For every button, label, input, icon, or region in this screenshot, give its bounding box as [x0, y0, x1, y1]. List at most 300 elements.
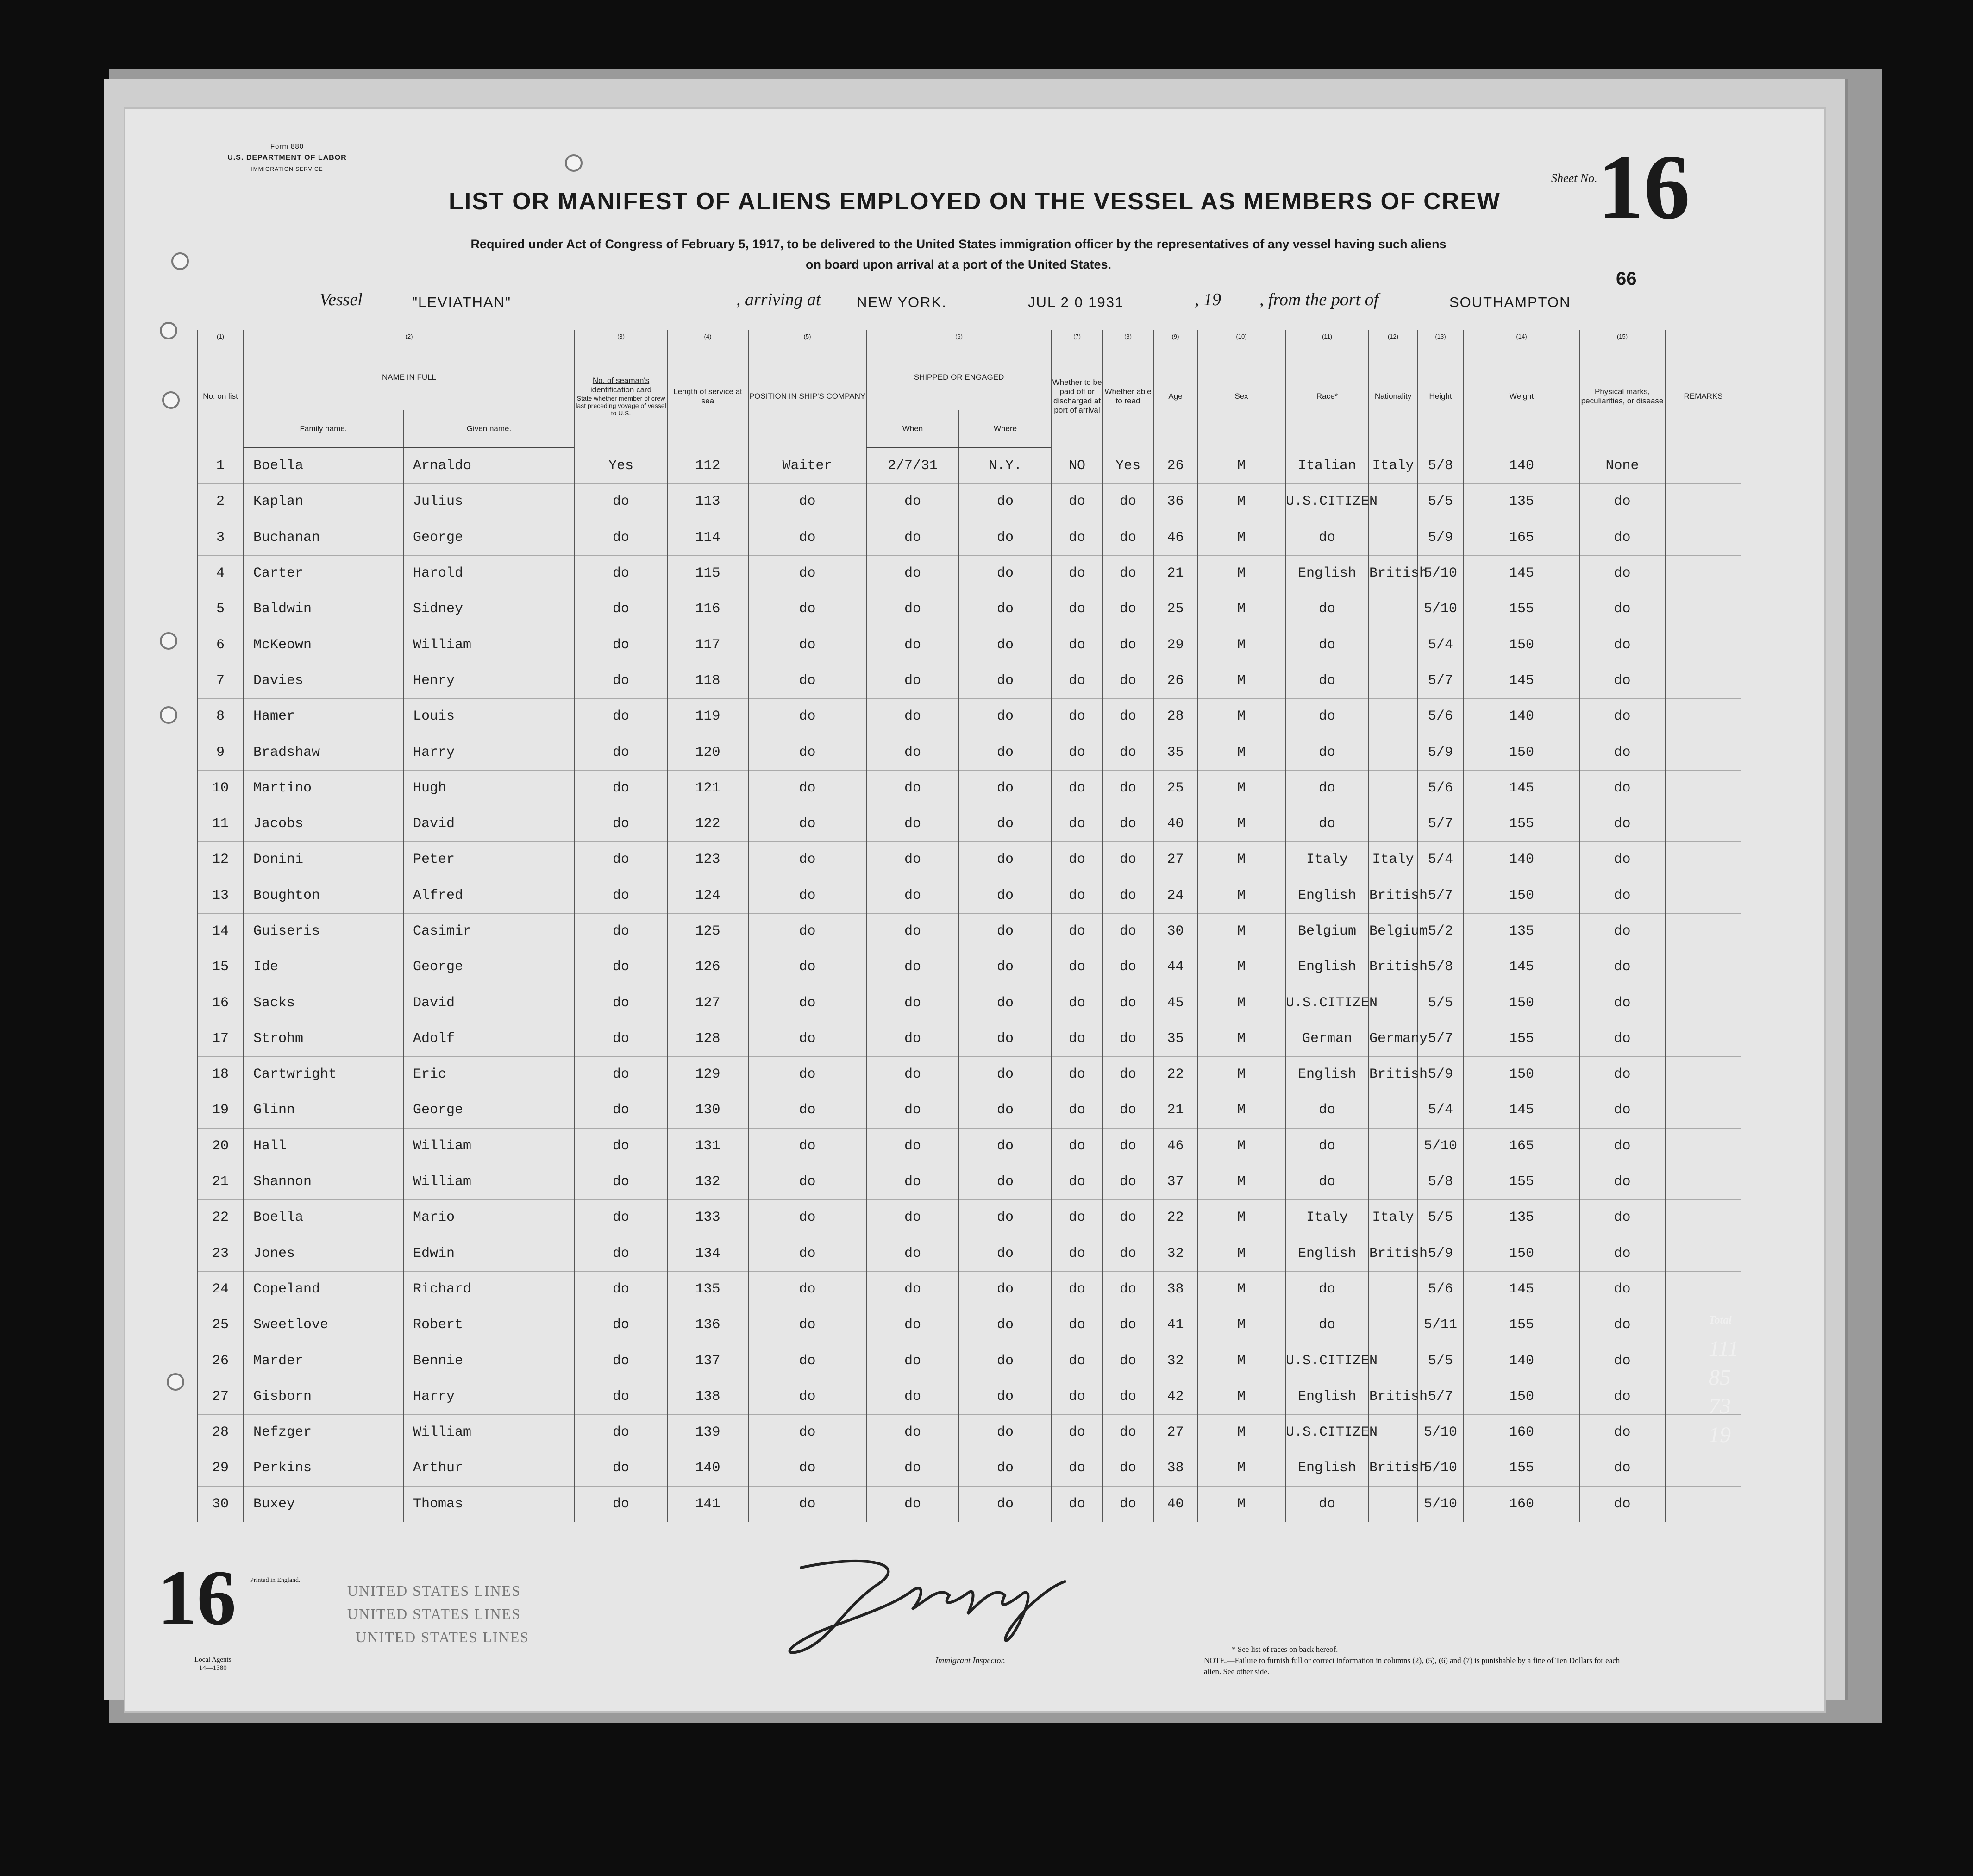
height-cell: 5/7: [1417, 663, 1464, 698]
physical-marks-cell: do: [1579, 1236, 1665, 1271]
position-cell: do: [748, 734, 866, 770]
shipped-when-cell: do: [866, 1343, 959, 1379]
able-to-read-cell: do: [1102, 1236, 1153, 1271]
tally-value: 111: [1709, 1336, 1739, 1361]
table-row: [197, 520, 1741, 555]
seaman-card-cell: Yes: [575, 448, 667, 484]
physical-marks-cell: do: [1579, 663, 1665, 698]
seaman-card-cell: do: [575, 663, 667, 698]
seaman-card-cell: do: [575, 699, 667, 734]
bottom-sheet-number: 16: [157, 1554, 236, 1641]
local-agents-number: 14—1380: [199, 1664, 227, 1672]
age-cell: 29: [1153, 627, 1197, 663]
height-cell: 5/8: [1417, 1164, 1464, 1199]
col-num: (1): [197, 330, 244, 345]
sex-cell: M: [1197, 1307, 1285, 1343]
manifest-page: [125, 109, 1824, 1711]
nationality-cell: [1369, 663, 1417, 698]
family-name-cell: Strohm: [244, 1021, 403, 1056]
length-of-service-cell: 130: [667, 1092, 748, 1128]
punch-hole: [171, 252, 189, 270]
sex-cell: M: [1197, 591, 1285, 627]
length-of-service-cell: 133: [667, 1200, 748, 1236]
table-row: [197, 806, 1741, 841]
able-to-read-cell: do: [1102, 520, 1153, 555]
seaman-card-cell: do: [575, 985, 667, 1021]
nationality-cell: [1369, 520, 1417, 555]
position-cell: do: [748, 1200, 866, 1236]
header-seaman-card: [575, 345, 667, 448]
weight-cell: 145: [1464, 770, 1579, 806]
age-cell: 22: [1153, 1200, 1197, 1236]
height-cell: 5/11: [1417, 1307, 1464, 1343]
weight-cell: 155: [1464, 591, 1579, 627]
paid-off-cell: do: [1052, 1164, 1102, 1199]
weight-cell: 155: [1464, 1021, 1579, 1056]
length-of-service-cell: 128: [667, 1021, 748, 1056]
position-cell: do: [748, 878, 866, 913]
physical-marks-cell: do: [1579, 1092, 1665, 1128]
table-row: [197, 663, 1741, 698]
height-cell: 5/6: [1417, 770, 1464, 806]
remarks-cell: [1665, 985, 1741, 1021]
race-cell: do: [1285, 1092, 1369, 1128]
header-name-in-full: NAME IN FULL: [244, 345, 575, 410]
shipped-where-cell: do: [959, 770, 1052, 806]
form-header: [190, 141, 384, 175]
seaman-card-cell: do: [575, 949, 667, 985]
weight-cell: 150: [1464, 734, 1579, 770]
height-cell: 5/9: [1417, 1236, 1464, 1271]
shipped-where-cell: do: [959, 1379, 1052, 1414]
nationality-cell: [1369, 1164, 1417, 1199]
family-name-cell: Boughton: [244, 878, 403, 913]
position-cell: do: [748, 842, 866, 878]
weight-cell: 155: [1464, 1307, 1579, 1343]
local-agents-label: Local Agents: [194, 1656, 232, 1663]
seaman-card-cell: do: [575, 591, 667, 627]
column-number-row: [197, 330, 1741, 345]
able-to-read-cell: do: [1102, 1200, 1153, 1236]
inspector-signature: [773, 1549, 1074, 1660]
col-num: (8): [1102, 330, 1153, 345]
stamp: UNITED STATES LINES: [347, 1606, 521, 1622]
family-name-cell: Kaplan: [244, 484, 403, 520]
footnote: [1204, 1644, 1621, 1677]
shipped-when-cell: do: [866, 1450, 959, 1486]
remarks-cell: [1665, 806, 1741, 841]
physical-marks-cell: do: [1579, 985, 1665, 1021]
family-name-cell: Jacobs: [244, 806, 403, 841]
length-of-service-cell: 127: [667, 985, 748, 1021]
sex-cell: M: [1197, 663, 1285, 698]
shipped-when-cell: 2/7/31: [866, 448, 959, 484]
seaman-card-cell: do: [575, 1021, 667, 1056]
subtitle-line-2: on board upon arrival at a port of the United States.: [805, 257, 1112, 271]
paid-off-cell: do: [1052, 1271, 1102, 1307]
sex-cell: M: [1197, 1236, 1285, 1271]
table-row: [197, 555, 1741, 591]
given-name-cell: Julius: [403, 484, 575, 520]
given-name-cell: Edwin: [403, 1236, 575, 1271]
able-to-read-cell: do: [1102, 734, 1153, 770]
date-stamp: JUL 2 0 1931: [1028, 294, 1124, 310]
age-cell: 35: [1153, 1021, 1197, 1056]
table-row: [197, 1450, 1741, 1486]
nationality-cell: [1369, 770, 1417, 806]
given-name-cell: Robert: [403, 1307, 575, 1343]
shipped-when-cell: do: [866, 734, 959, 770]
physical-marks-cell: do: [1579, 734, 1665, 770]
able-to-read-cell: Yes: [1102, 448, 1153, 484]
seaman-card-note: State whether member of crew last preceding voyage of vessel to U.S.: [576, 395, 666, 417]
nationality-cell: [1369, 1271, 1417, 1307]
height-cell: 5/5: [1417, 985, 1464, 1021]
side-tally: [1709, 1306, 1739, 1449]
weight-cell: 145: [1464, 555, 1579, 591]
seaman-card-cell: do: [575, 1486, 667, 1522]
row-number-cell: 21: [197, 1164, 244, 1199]
form-number: Form 880: [270, 143, 304, 151]
table-row: [197, 1164, 1741, 1199]
nationality-cell: Italy: [1369, 1200, 1417, 1236]
paid-off-cell: do: [1052, 1092, 1102, 1128]
able-to-read-cell: do: [1102, 1450, 1153, 1486]
sex-cell: M: [1197, 985, 1285, 1021]
paid-off-cell: do: [1052, 806, 1102, 841]
age-cell: 21: [1153, 555, 1197, 591]
length-of-service-cell: 122: [667, 806, 748, 841]
nationality-cell: British: [1369, 1379, 1417, 1414]
weight-cell: 140: [1464, 842, 1579, 878]
family-name-cell: Nefzger: [244, 1415, 403, 1450]
height-cell: 5/10: [1417, 1486, 1464, 1522]
sex-cell: M: [1197, 1200, 1285, 1236]
sex-cell: M: [1197, 1271, 1285, 1307]
given-name-cell: Bennie: [403, 1343, 575, 1379]
family-name-cell: Gisborn: [244, 1379, 403, 1414]
height-cell: 5/10: [1417, 555, 1464, 591]
race-cell: do: [1285, 591, 1369, 627]
subtitle-line-1: Required under Act of Congress of February 5, 1917, to be delivered to the United States immigration officer by the representatives of any vessel having such aliens: [470, 237, 1447, 251]
family-name-cell: Hall: [244, 1128, 403, 1164]
weight-cell: 140: [1464, 1343, 1579, 1379]
seaman-card-cell: do: [575, 1057, 667, 1092]
length-of-service-cell: 140: [667, 1450, 748, 1486]
age-cell: 30: [1153, 913, 1197, 949]
family-name-cell: Sacks: [244, 985, 403, 1021]
row-number-cell: 1: [197, 448, 244, 484]
race-cell: do: [1285, 1128, 1369, 1164]
shipped-when-cell: do: [866, 1415, 959, 1450]
able-to-read-cell: do: [1102, 1128, 1153, 1164]
row-number-cell: 27: [197, 1379, 244, 1414]
given-name-cell: Alfred: [403, 878, 575, 913]
table-row: [197, 1236, 1741, 1271]
header-where: Where: [959, 410, 1052, 448]
service-name: IMMIGRATION SERVICE: [251, 166, 323, 172]
local-agents: [194, 1656, 232, 1672]
sex-cell: M: [1197, 1021, 1285, 1056]
nationality-cell: [1369, 1486, 1417, 1522]
physical-marks-cell: do: [1579, 878, 1665, 913]
age-cell: 37: [1153, 1164, 1197, 1199]
header-physical-marks: Physical marks, peculiarities, or disease: [1579, 345, 1665, 448]
header-remarks: REMARKS: [1665, 345, 1741, 448]
sex-cell: M: [1197, 1486, 1285, 1522]
length-of-service-cell: 131: [667, 1128, 748, 1164]
header-shipped: SHIPPED OR ENGAGED: [866, 345, 1052, 410]
nationality-cell: British: [1369, 949, 1417, 985]
col-num: (14): [1464, 330, 1579, 345]
crew-table: [197, 330, 1741, 1522]
able-to-read-cell: do: [1102, 1343, 1153, 1379]
physical-marks-cell: do: [1579, 1415, 1665, 1450]
table-row: [197, 1057, 1741, 1092]
weight-cell: 160: [1464, 1415, 1579, 1450]
sex-cell: M: [1197, 555, 1285, 591]
length-of-service-cell: 112: [667, 448, 748, 484]
col-num: (2): [244, 330, 575, 345]
vessel-line: [319, 289, 1570, 317]
remarks-cell: [1665, 1128, 1741, 1164]
shipped-when-cell: do: [866, 985, 959, 1021]
table-row: [197, 770, 1741, 806]
race-cell: English: [1285, 878, 1369, 913]
weight-cell: 165: [1464, 520, 1579, 555]
given-name-cell: David: [403, 806, 575, 841]
able-to-read-cell: do: [1102, 985, 1153, 1021]
table-row: [197, 1379, 1741, 1414]
race-cell: do: [1285, 770, 1369, 806]
weight-cell: 150: [1464, 1379, 1579, 1414]
family-name-cell: Boella: [244, 1200, 403, 1236]
given-name-cell: Richard: [403, 1271, 575, 1307]
given-name-cell: Harold: [403, 555, 575, 591]
given-name-cell: David: [403, 985, 575, 1021]
able-to-read-cell: do: [1102, 806, 1153, 841]
shipped-where-cell: do: [959, 1450, 1052, 1486]
family-name-cell: Davies: [244, 663, 403, 698]
age-cell: 26: [1153, 663, 1197, 698]
remarks-cell: [1665, 770, 1741, 806]
family-name-cell: Cartwright: [244, 1057, 403, 1092]
row-number-cell: 23: [197, 1236, 244, 1271]
shipped-when-cell: do: [866, 949, 959, 985]
family-name-cell: Hamer: [244, 699, 403, 734]
page-title: LIST OR MANIFEST OF ALIENS EMPLOYED ON THE VESSEL AS MEMBERS OF CREW: [449, 188, 1501, 215]
shipped-where-cell: do: [959, 913, 1052, 949]
row-number-cell: 2: [197, 484, 244, 520]
row-number-cell: 25: [197, 1307, 244, 1343]
seaman-card-cell: do: [575, 555, 667, 591]
height-cell: 5/4: [1417, 842, 1464, 878]
table-row: [197, 1343, 1741, 1379]
punch-hole: [160, 632, 177, 650]
weight-cell: 145: [1464, 1271, 1579, 1307]
nationality-cell: [1369, 1307, 1417, 1343]
shipped-where-cell: do: [959, 1236, 1052, 1271]
position-cell: do: [748, 1307, 866, 1343]
nationality-cell: [1369, 1092, 1417, 1128]
height-cell: 5/6: [1417, 699, 1464, 734]
family-name-cell: Buchanan: [244, 520, 403, 555]
table-row: [197, 949, 1741, 985]
position-cell: do: [748, 1379, 866, 1414]
page-subtitle: [310, 234, 1607, 275]
col-num: (7): [1052, 330, 1102, 345]
given-name-cell: Eric: [403, 1057, 575, 1092]
shipped-where-cell: do: [959, 699, 1052, 734]
stamp: UNITED STATES LINES: [347, 1582, 521, 1599]
position-cell: do: [748, 699, 866, 734]
physical-marks-cell: do: [1579, 1307, 1665, 1343]
row-number-cell: 29: [197, 1450, 244, 1486]
length-of-service-cell: 120: [667, 734, 748, 770]
tally-caption: Total: [1709, 1314, 1732, 1326]
row-number-cell: 12: [197, 842, 244, 878]
physical-marks-cell: do: [1579, 699, 1665, 734]
sex-cell: M: [1197, 1415, 1285, 1450]
remarks-cell: [1665, 699, 1741, 734]
sex-cell: M: [1197, 1128, 1285, 1164]
physical-marks-cell: do: [1579, 770, 1665, 806]
length-of-service-cell: 114: [667, 520, 748, 555]
vessel-label: Vessel: [319, 290, 363, 309]
height-cell: 5/2: [1417, 913, 1464, 949]
nationality-cell: [1369, 734, 1417, 770]
shipped-where-cell: do: [959, 878, 1052, 913]
race-cell: English: [1285, 1450, 1369, 1486]
race-cell: U.S.CITIZEN: [1285, 985, 1369, 1021]
shipped-where-cell: do: [959, 842, 1052, 878]
row-number-cell: 30: [197, 1486, 244, 1522]
family-name-cell: Martino: [244, 770, 403, 806]
shipped-where-cell: do: [959, 1057, 1052, 1092]
given-name-cell: Henry: [403, 663, 575, 698]
height-cell: 5/7: [1417, 878, 1464, 913]
shipped-when-cell: do: [866, 520, 959, 555]
line-stamps: [347, 1579, 529, 1649]
paid-off-cell: do: [1052, 1200, 1102, 1236]
seaman-card-cell: do: [575, 1164, 667, 1199]
able-to-read-cell: do: [1102, 913, 1153, 949]
nationality-cell: Italy: [1369, 448, 1417, 484]
shipped-where-cell: do: [959, 1092, 1052, 1128]
sex-cell: M: [1197, 1092, 1285, 1128]
remarks-cell: [1665, 734, 1741, 770]
table-row: [197, 1021, 1741, 1056]
position-cell: do: [748, 770, 866, 806]
race-cell: Belgium: [1285, 913, 1369, 949]
seaman-card-cell: do: [575, 1271, 667, 1307]
given-name-cell: George: [403, 949, 575, 985]
row-number-cell: 18: [197, 1057, 244, 1092]
height-cell: 5/8: [1417, 949, 1464, 985]
family-name-cell: Shannon: [244, 1164, 403, 1199]
shipped-when-cell: do: [866, 1486, 959, 1522]
seaman-card-cell: do: [575, 1236, 667, 1271]
weight-cell: 135: [1464, 913, 1579, 949]
height-cell: 5/5: [1417, 1200, 1464, 1236]
header-age: Age: [1153, 345, 1197, 448]
weight-cell: 150: [1464, 985, 1579, 1021]
seaman-card-cell: do: [575, 484, 667, 520]
given-name-cell: Harry: [403, 1379, 575, 1414]
position-cell: do: [748, 1021, 866, 1056]
shipped-when-cell: do: [866, 627, 959, 663]
age-cell: 32: [1153, 1236, 1197, 1271]
shipped-when-cell: do: [866, 699, 959, 734]
given-name-cell: Casimir: [403, 913, 575, 949]
row-number-cell: 17: [197, 1021, 244, 1056]
shipped-when-cell: do: [866, 1200, 959, 1236]
sheet-number: 16: [1597, 136, 1690, 238]
sex-cell: M: [1197, 806, 1285, 841]
shipped-where-cell: N.Y.: [959, 448, 1052, 484]
header-length-service: Length of service at sea: [667, 345, 748, 448]
paid-off-cell: do: [1052, 699, 1102, 734]
paid-off-cell: do: [1052, 627, 1102, 663]
family-name-cell: Baldwin: [244, 591, 403, 627]
length-of-service-cell: 129: [667, 1057, 748, 1092]
race-cell: do: [1285, 627, 1369, 663]
weight-cell: 165: [1464, 1128, 1579, 1164]
race-cell: English: [1285, 555, 1369, 591]
stamp: UNITED STATES LINES: [356, 1629, 529, 1645]
row-number-cell: 15: [197, 949, 244, 985]
race-cell: U.S.CITIZEN: [1285, 1415, 1369, 1450]
seaman-card-cell: do: [575, 1092, 667, 1128]
col-num: (9): [1153, 330, 1197, 345]
race-cell: do: [1285, 734, 1369, 770]
paid-off-cell: do: [1052, 1307, 1102, 1343]
seaman-card-cell: do: [575, 1307, 667, 1343]
table-row: [197, 627, 1741, 663]
physical-marks-cell: do: [1579, 1343, 1665, 1379]
row-number-cell: 10: [197, 770, 244, 806]
physical-marks-cell: do: [1579, 591, 1665, 627]
col-num: (6): [866, 330, 1052, 345]
position-cell: do: [748, 1128, 866, 1164]
shipped-where-cell: do: [959, 1164, 1052, 1199]
remarks-cell: [1665, 1271, 1741, 1307]
position-cell: do: [748, 1092, 866, 1128]
paid-off-cell: do: [1052, 842, 1102, 878]
height-cell: 5/9: [1417, 520, 1464, 555]
seaman-card-cell: do: [575, 770, 667, 806]
shipped-when-cell: do: [866, 806, 959, 841]
length-of-service-cell: 138: [667, 1379, 748, 1414]
able-to-read-cell: do: [1102, 1092, 1153, 1128]
shipped-when-cell: do: [866, 1236, 959, 1271]
row-number-cell: 4: [197, 555, 244, 591]
able-to-read-cell: do: [1102, 949, 1153, 985]
position-cell: do: [748, 1450, 866, 1486]
seaman-card-cell: do: [575, 1343, 667, 1379]
punch-hole: [162, 391, 180, 409]
from-port-label: , from the port of: [1259, 290, 1379, 309]
sex-cell: M: [1197, 770, 1285, 806]
age-cell: 38: [1153, 1271, 1197, 1307]
remarks-cell: [1665, 484, 1741, 520]
shipped-where-cell: do: [959, 591, 1052, 627]
height-cell: 5/5: [1417, 484, 1464, 520]
height-cell: 5/9: [1417, 734, 1464, 770]
header-position: POSITION IN SHIP'S COMPANY: [748, 345, 866, 448]
able-to-read-cell: do: [1102, 591, 1153, 627]
height-cell: 5/7: [1417, 1379, 1464, 1414]
